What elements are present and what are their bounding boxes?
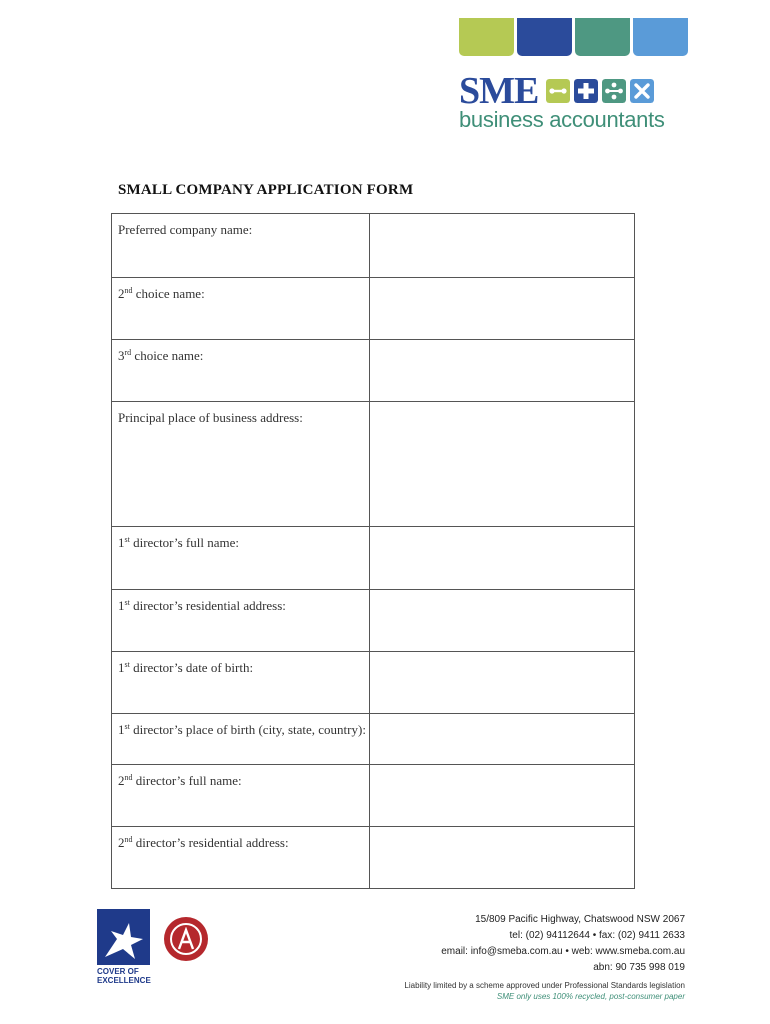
logo-subtitle: business accountants (459, 107, 665, 132)
logo-text: SME (459, 70, 539, 112)
form-row-label (112, 340, 370, 402)
label-text: choice name: (131, 348, 204, 363)
form-row (112, 652, 635, 714)
color-block-teal (575, 18, 630, 56)
footer-phone: tel: (02) 94112644 • fax: (02) 9411 2633 (509, 930, 685, 941)
form-answer-field[interactable] (370, 765, 635, 827)
label-text: director’s full name: (129, 535, 239, 550)
color-block-navy (517, 18, 572, 56)
divide-icon (602, 79, 626, 103)
form-answer-field[interactable] (370, 590, 635, 652)
company-logo (459, 72, 654, 110)
ordinal-suffix: rd (124, 348, 132, 357)
form-answer-field[interactable] (370, 278, 635, 340)
footer-contact (441, 912, 685, 976)
ordinal-suffix: st (124, 722, 130, 731)
application-form-table (111, 213, 635, 889)
ordinal-number: 1 (118, 535, 125, 550)
form-title: SMALL COMPANY APPLICATION FORM (118, 182, 414, 198)
form-row-label (112, 402, 370, 527)
footer-disclaimer (404, 980, 685, 1002)
ordinal-suffix: nd (124, 835, 133, 844)
form-row-label (112, 765, 370, 827)
badge-caption (97, 967, 151, 985)
form-answer-field[interactable] (370, 214, 635, 278)
cross-icon (630, 79, 654, 103)
form-answer-field[interactable] (370, 714, 635, 765)
form-row-label (112, 652, 370, 714)
form-row (112, 402, 635, 527)
ordinal-suffix: st (124, 535, 130, 544)
label-text: director’s full name: (132, 773, 242, 788)
form-row-label (112, 278, 370, 340)
ordinal-number: 1 (118, 660, 125, 675)
label-text: director’s date of birth: (129, 660, 254, 675)
ordinal-number: 3 (118, 348, 125, 363)
form-row (112, 765, 635, 827)
header-color-blocks (459, 18, 688, 56)
color-block-green (459, 18, 514, 56)
label-text: director’s residential address: (132, 835, 289, 850)
accreditation-seal (164, 917, 208, 961)
footer-email-web: email: info@smeba.com.au • web: www.smeba.com.au (441, 946, 685, 957)
recycled-notice: SME only uses 100% recycled, post-consumer paper (496, 992, 685, 1001)
badge-caption-line-1: COVER OF (97, 967, 139, 976)
ordinal-number: 2 (118, 773, 125, 788)
ordinal-number: 2 (118, 286, 125, 301)
label-text: Principal place of business address: (118, 410, 303, 425)
footer-abn: abn: 90 735 998 019 (593, 962, 685, 973)
cover-of-excellence-logo (97, 909, 150, 965)
form-answer-field[interactable] (370, 340, 635, 402)
form-row (112, 714, 635, 765)
form-row (112, 827, 635, 889)
color-block-sky (633, 18, 688, 56)
form-row-label (112, 527, 370, 590)
footer-address: 15/809 Pacific Highway, Chatswood NSW 2067 (475, 914, 685, 925)
form-answer-field[interactable] (370, 652, 635, 714)
form-row-label (112, 214, 370, 278)
ordinal-number: 1 (118, 722, 125, 737)
link-icon (546, 79, 570, 103)
ordinal-number: 2 (118, 835, 125, 850)
ordinal-suffix: nd (124, 773, 133, 782)
label-text: Preferred company name: (118, 222, 253, 237)
seal-letter-icon (176, 927, 196, 951)
form-row-label (112, 590, 370, 652)
form-row (112, 527, 635, 590)
footer-badges (86, 897, 226, 989)
ordinal-suffix: nd (124, 286, 133, 295)
form-row (112, 340, 635, 402)
form-row (112, 278, 635, 340)
form-row-label (112, 714, 370, 765)
liability-notice: Liability limited by a scheme approved under Professional Standards legislation (404, 981, 685, 990)
badge-caption-line-2: EXCELLENCE (97, 976, 151, 985)
ordinal-suffix: st (124, 598, 130, 607)
logo-icon-group (546, 79, 654, 103)
form-answer-field[interactable] (370, 827, 635, 889)
ordinal-suffix: st (124, 660, 130, 669)
form-row-label (112, 827, 370, 889)
label-text: director’s place of birth (city, state, country): (129, 722, 366, 737)
form-row (112, 214, 635, 278)
ordinal-number: 1 (118, 598, 125, 613)
form-answer-field[interactable] (370, 527, 635, 590)
form-row (112, 590, 635, 652)
plus-icon (574, 79, 598, 103)
star-icon (97, 909, 150, 965)
label-text: choice name: (132, 286, 205, 301)
label-text: director’s residential address: (129, 598, 286, 613)
form-answer-field[interactable] (370, 402, 635, 527)
